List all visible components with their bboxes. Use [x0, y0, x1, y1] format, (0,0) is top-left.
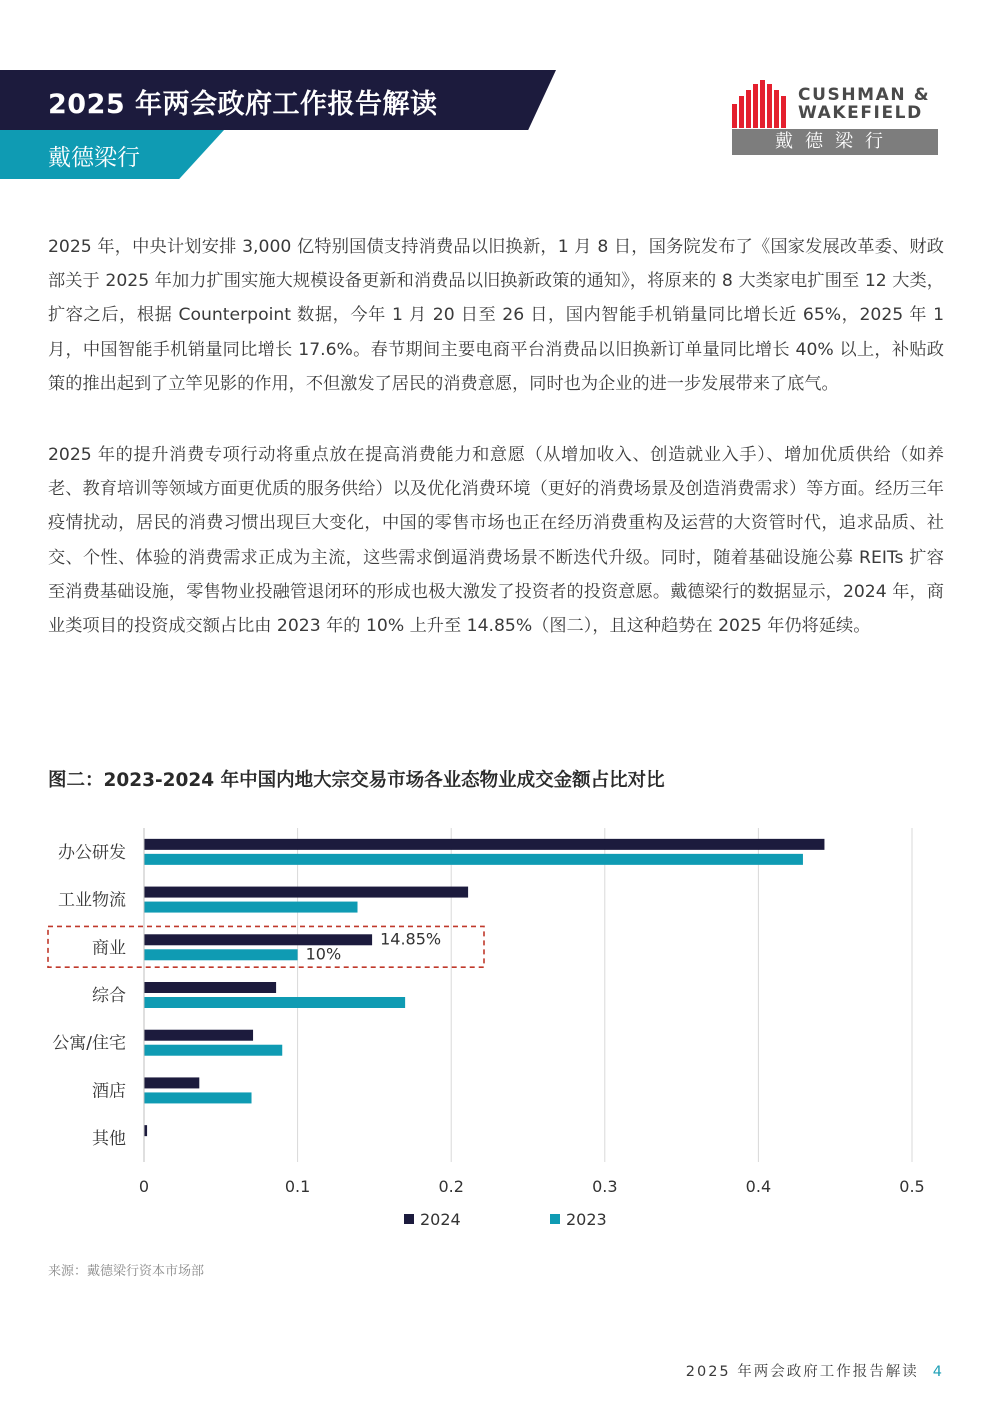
page-footer [686, 1360, 944, 1381]
page-number: 4 [932, 1364, 944, 1380]
bar-2023 [144, 902, 358, 913]
x-tick-label: 0.4 [745, 1177, 772, 1196]
category-label: 酒店 [92, 1081, 126, 1102]
page-title: 2025 年两会政府工作报告解读 [48, 89, 438, 120]
bar-2024 [144, 839, 824, 850]
legend-swatch-2024 [404, 1214, 414, 1224]
footer-title: 2025 年两会政府工作报告解读 [685, 1364, 919, 1380]
legend-swatch-2023 [550, 1214, 560, 1224]
logo-chinese: 戴德梁行 [732, 129, 938, 155]
data-label: 10% [305, 944, 342, 964]
category-label: 商业 [92, 938, 126, 959]
paragraph-2: 2025 年的提升消费专项行动将重点放在提高消费能力和意愿（从增加收入、创造就业入手）、增加优质供给（如养老、教育培训等领域方面更优质的服务供给）以及优化消费环境（更好的消费场景及创造消费需求）等方面。经历三年疫情扰动，居民的消费习惯出现巨大变化，中国的零售市场也正在经历消费重构及运营的大资管时代，追求品质、社交、个性、体验的消费需求正成为主流，这些需求倒逼消费场景不断迭代升级。同时，随着基础设施公募 REITs 扩容至消费基础设施，零售物业投融管退闭环的形成也极大激发了投资者的投资意愿。戴德梁行的数据显示，2024 年，商业类项目的投资成交额占比由 2023 年的 10% 上升至 14.85%（图二），且这种趋势在 2025 年仍将延续。 [48, 445, 944, 637]
bar-2023 [144, 997, 405, 1008]
bar-2024 [144, 982, 276, 993]
data-label: 14.85% [380, 929, 442, 949]
bar-2023 [144, 949, 298, 960]
x-tick-label: 0.1 [284, 1177, 311, 1196]
chart-title: 图二：2023-2024 年中国内地大宗交易市场各业态物业成交金额占比对比 [48, 770, 665, 791]
bar-2023 [144, 1045, 282, 1056]
category-label: 办公研发 [58, 842, 126, 863]
legend-label-2024: 2024 [420, 1210, 461, 1229]
paragraph-1: 2025 年，中央计划安排 3,000 亿特别国债支持消费品以旧换新，1 月 8 日，国务院发布了《国家发展改革委、财政部关于 2025 年加力扩围实施大规模设备更新和消费品以旧换新政策的通知》，将原来的 8 大类家电扩围至 12 大类，扩容之后，根据 Counterpoint 数据，今年 1 月 20 日至 26 日，国内智能手机销量同比增长近 65%，2025 年 1 月，中国智能手机销量同比增长 17.6%。春节期间主要电商平台消费品以旧换新订单量同比增长 40% 以上，补贴政策的推出起到了立竿见影的作用，不但激发了居民的消费意愿，同时也为企业的进一步发展带来了底气。 [48, 237, 944, 394]
bar-2023 [144, 854, 803, 865]
category-label: 公寓/住宅 [52, 1033, 126, 1054]
x-tick-label: 0.2 [438, 1177, 464, 1196]
chart-source: 来源：戴德梁行资本市场部 [48, 1264, 205, 1279]
x-tick-label: 0.3 [592, 1177, 618, 1196]
logo-line2: WAKEFIELD [798, 103, 923, 123]
category-label: 综合 [92, 986, 126, 1006]
bar-2024 [144, 1030, 253, 1041]
bar-2024 [144, 887, 468, 898]
bar-2023 [144, 1092, 252, 1103]
x-tick-label: 0.5 [899, 1177, 925, 1196]
category-label: 其他 [92, 1129, 126, 1150]
category-label: 工业物流 [58, 890, 126, 911]
x-tick-label: 0 [138, 1177, 150, 1196]
page-subtitle: 戴德梁行 [48, 145, 140, 171]
legend-label-2023: 2023 [566, 1210, 607, 1229]
bar-2024 [144, 1077, 199, 1088]
logo-line1: CUSHMAN & [798, 85, 931, 105]
